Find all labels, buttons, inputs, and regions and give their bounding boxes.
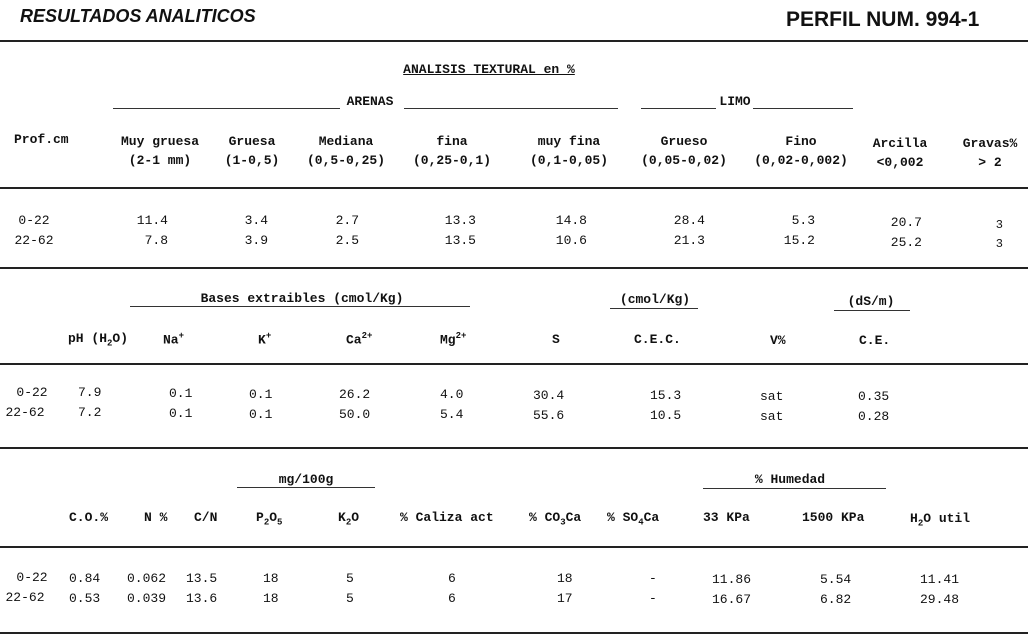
cmol-line xyxy=(610,308,698,309)
arenas-line-right xyxy=(404,108,618,109)
organic-cell: 0.039 xyxy=(127,591,167,606)
texture-col-mediana: Mediana (0,5-0,25) xyxy=(306,134,386,168)
chem-col-k: K+ xyxy=(258,331,272,348)
organic-cell: 17 xyxy=(557,591,573,606)
organic-cell: 6 xyxy=(448,571,456,586)
chem-col-na: Na+ xyxy=(163,331,185,348)
bases-line xyxy=(130,306,470,307)
texture-col-muy-gruesa: Muy gruesa (2-1 mm) xyxy=(120,134,200,168)
texture-col-fina: fina (0,25-0,1) xyxy=(412,134,492,168)
texture-cell: 11.4 xyxy=(136,213,168,228)
chem-cell: sat xyxy=(760,389,784,404)
texture-prof-header: Prof.cm xyxy=(14,132,69,147)
cmol-group-label: (cmol/Kg) xyxy=(619,292,691,307)
chem-row-prof: 22-62 xyxy=(5,405,45,420)
org-col-co3ca: % $CO_3Ca$ xyxy=(529,510,582,528)
organic-cell: 18 xyxy=(557,571,573,586)
texture-col-fino: Fino (0,02-0,002) xyxy=(754,134,848,168)
limo-group-label: LIMO xyxy=(719,94,751,109)
chem-cell: sat xyxy=(760,409,784,424)
texture-cell: 25.2 xyxy=(890,235,922,250)
org-col-so4ca: % $SO_4Ca$ xyxy=(607,510,660,528)
texture-row-prof: 0-22 xyxy=(18,213,50,228)
organic-cell: 11.41 xyxy=(920,572,960,587)
texture-cell: 13.5 xyxy=(444,233,476,248)
limo-line-right xyxy=(753,108,853,109)
chem-cell: 7.2 xyxy=(78,405,102,420)
organic-cell: - xyxy=(649,591,657,606)
texture-cell: 3.4 xyxy=(244,213,268,228)
chem-cell: 0.1 xyxy=(249,407,273,422)
organic-cell: 5.54 xyxy=(820,572,852,587)
texture-row-prof: 22-62 xyxy=(14,233,54,248)
header-divider xyxy=(0,40,1028,42)
texture-col-muy-fina: muy fina (0,1-0,05) xyxy=(529,134,609,168)
page-bottom-divider xyxy=(0,632,1028,634)
organic-header-divider xyxy=(0,546,1028,548)
org-col-k2o: $K_2O$ xyxy=(338,510,360,528)
chem-col-ca: $Ca^{2+}$ xyxy=(346,331,373,348)
chem-row-prof: 0-22 xyxy=(16,385,48,400)
organic-cell: 16.67 xyxy=(712,592,752,607)
chem-cell: 15.3 xyxy=(650,388,682,403)
profile-number: PERFIL NUM. 994-1 xyxy=(786,8,980,31)
chem-col-ce: C.E. xyxy=(859,333,891,348)
chem-cell: 50.0 xyxy=(339,407,371,422)
chem-cell: 0.1 xyxy=(169,386,193,401)
organic-cell: 13.6 xyxy=(186,591,218,606)
texture-col-gruesa: Gruesa (1-0,5) xyxy=(224,134,280,168)
arenas-line-left xyxy=(113,108,340,109)
mg-line xyxy=(237,487,375,488)
chem-cell: 0.35 xyxy=(858,389,890,404)
chem-cell: 26.2 xyxy=(339,387,371,402)
chem-col-s: S xyxy=(552,332,560,347)
ds-group-label: (dS/m) xyxy=(847,294,895,309)
chem-cell: 5.4 xyxy=(440,407,464,422)
texture-cell: 10.6 xyxy=(555,233,587,248)
organic-cell: 0.062 xyxy=(127,571,167,586)
texture-cell: 28.4 xyxy=(673,213,705,228)
organic-cell: 13.5 xyxy=(186,571,218,586)
organic-cell: 11.86 xyxy=(712,572,752,587)
limo-line-left xyxy=(641,108,716,109)
organic-cell: 0.84 xyxy=(69,571,101,586)
humedad-line xyxy=(703,488,886,489)
humedad-group-label: % Humedad xyxy=(754,472,826,487)
texture-title: ANALISIS TEXTURAL en % xyxy=(403,62,575,77)
chem-bottom-divider xyxy=(0,447,1028,449)
chem-col-cec: C.E.C. xyxy=(634,332,681,347)
texture-cell: 2.7 xyxy=(335,213,359,228)
organic-row-prof: 0-22 xyxy=(16,570,48,585)
texture-col-grueso: Grueso (0,05-0,02) xyxy=(641,134,727,168)
texture-cell: 14.8 xyxy=(555,213,587,228)
texture-cell: 21.3 xyxy=(673,233,705,248)
texture-cell: 5.3 xyxy=(791,213,815,228)
organic-cell: 0.53 xyxy=(69,591,101,606)
org-col-p2o5: $P_2O_5$ xyxy=(256,510,283,528)
org-col-h2o-util: $H_2O$ util xyxy=(910,511,971,529)
chem-col-mg: $Mg^{2+}$ xyxy=(440,331,467,348)
chem-cell: 0.1 xyxy=(249,387,273,402)
org-col-caliza: % Caliza act xyxy=(400,510,494,525)
chem-cell: 55.6 xyxy=(533,408,565,423)
mg-group-label: mg/100g xyxy=(278,472,334,487)
organic-cell: 18 xyxy=(263,571,279,586)
organic-cell: - xyxy=(649,571,657,586)
organic-cell: 6 xyxy=(448,591,456,606)
chem-cell: 30.4 xyxy=(533,388,565,403)
texture-col-arcilla: Arcilla <0,002 xyxy=(872,136,928,170)
chem-cell: 10.5 xyxy=(650,408,682,423)
chem-col-ph: pH $(H_2O)$ xyxy=(68,331,129,349)
chem-cell: 4.0 xyxy=(440,387,464,402)
org-col-1500kpa: 1500 KPa xyxy=(802,510,865,525)
texture-header-divider xyxy=(0,187,1028,189)
texture-cell: 13.3 xyxy=(444,213,476,228)
texture-cell: 3 xyxy=(995,237,1003,251)
chem-col-v: V% xyxy=(770,333,786,348)
chem-cell: 7.9 xyxy=(78,385,102,400)
texture-cell: 3.9 xyxy=(244,233,268,248)
texture-cell: 15.2 xyxy=(783,233,815,248)
organic-cell: 5 xyxy=(346,571,354,586)
organic-cell: 18 xyxy=(263,591,279,606)
texture-cell: 2.5 xyxy=(335,233,359,248)
org-col-co: C.O.% xyxy=(69,510,109,525)
texture-cell: 3 xyxy=(995,218,1003,232)
organic-cell: 29.48 xyxy=(920,592,960,607)
org-col-33kpa: 33 KPa xyxy=(703,510,750,525)
organic-row-prof: 22-62 xyxy=(5,590,45,605)
arenas-group-label: ARENAS xyxy=(346,94,394,109)
texture-col-gravas: Gravas% > 2 xyxy=(962,136,1018,170)
ds-line xyxy=(834,310,910,311)
texture-bottom-divider xyxy=(0,267,1028,269)
chem-cell: 0.1 xyxy=(169,406,193,421)
org-col-cn: C/N xyxy=(194,510,218,525)
organic-cell: 6.82 xyxy=(820,592,852,607)
page-title: RESULTADOS ANALITICOS xyxy=(20,6,256,26)
org-col-n: N % xyxy=(144,510,168,525)
organic-cell: 5 xyxy=(346,591,354,606)
texture-cell: 7.8 xyxy=(144,233,168,248)
texture-cell: 20.7 xyxy=(890,215,922,230)
chem-header-divider xyxy=(0,363,1028,365)
bases-group-label: Bases extraibles (cmol/Kg) xyxy=(200,291,404,306)
chem-cell: 0.28 xyxy=(858,409,890,424)
